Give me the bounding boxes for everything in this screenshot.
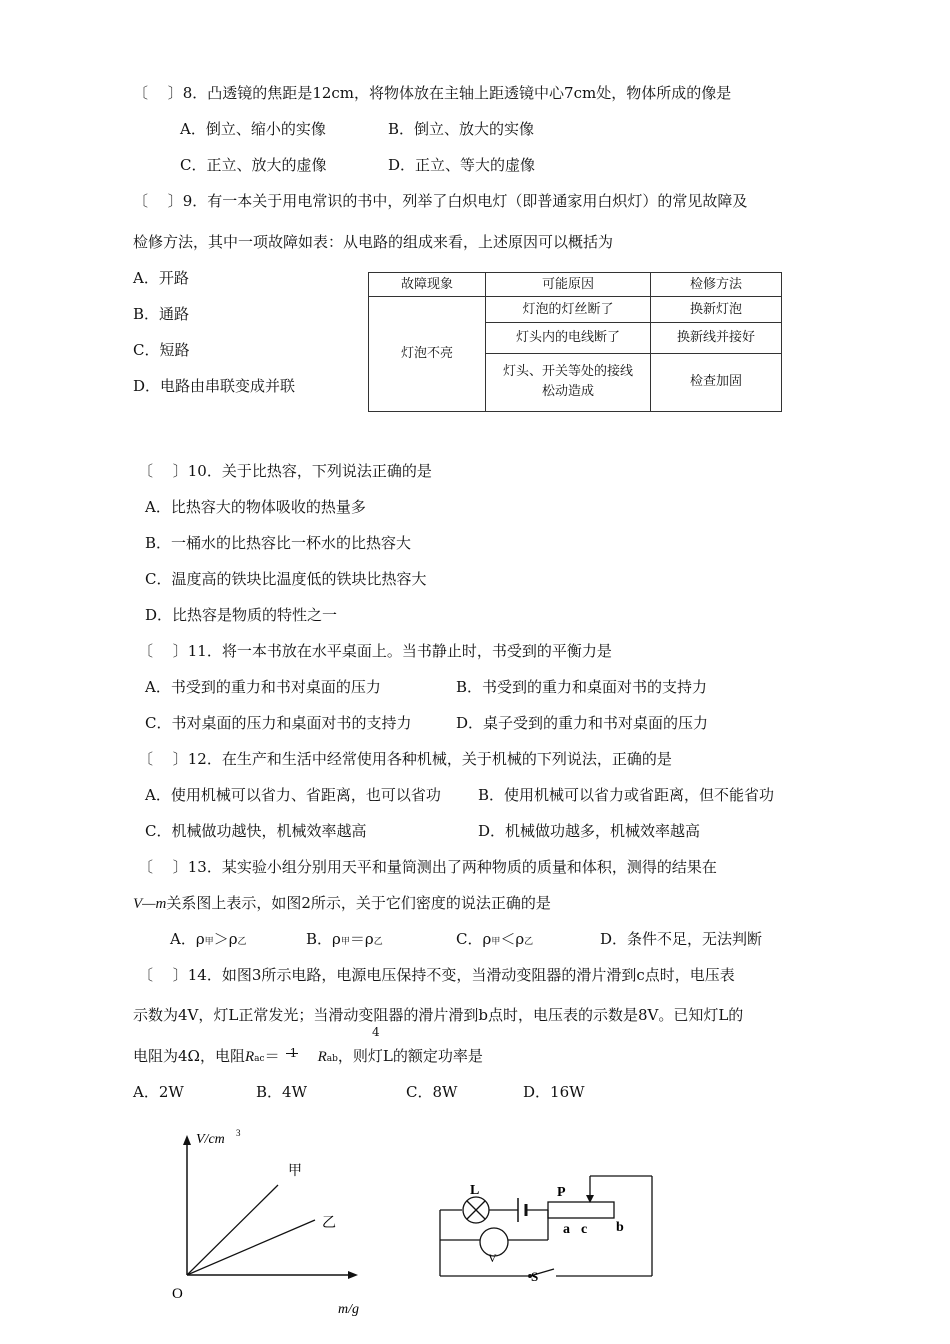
q14-option-c: C．8W (406, 1083, 458, 1101)
point-a-label: a (563, 1222, 570, 1237)
q14-stem-1: 〔 〕14．如图3所示电路，电源电压保持不变，当滑动变阻器的滑片滑到c点时，电压表 (138, 966, 735, 984)
q13-option-b: B．ρ甲＝ρ乙 (306, 930, 383, 948)
q13-option-a: A．ρ甲＞ρ乙 (170, 930, 247, 948)
q8-option-c: C．正立、放大的虚像 (180, 156, 327, 174)
y-axis-unit-sup: 3 (236, 1128, 241, 1138)
q10-option-d: D．比热容是物质的特性之一 (145, 606, 338, 624)
voltmeter-label: V (488, 1251, 497, 1265)
q14-option-a: A．2W (133, 1083, 184, 1101)
q10-option-a: A．比热容大的物体吸收的热量多 (145, 498, 366, 516)
q14-stem-3: 电阻为4Ω，电阻Rac＝ 1 Rab，则灯L的额定功率是 (133, 1046, 483, 1065)
rheostat-icon (548, 1202, 614, 1218)
lamp-label: L (470, 1183, 480, 1198)
q9-option-c: C．短路 (133, 341, 190, 359)
q13-stem-2: V—m关系图上表示，如图2所示，关于它们密度的说法正确的是 (133, 894, 551, 912)
q9-stem-2: 检修方法，其中一项故障如表：从电路的组成来看，上述原因可以概括为 (133, 233, 614, 251)
q11-option-b: B．书受到的重力和桌面对书的支持力 (456, 678, 708, 696)
figure-3-circuit (430, 1170, 670, 1288)
line-jia (187, 1185, 278, 1275)
line-jia-label: 甲 (288, 1164, 302, 1179)
table-header: 故障现象 (369, 273, 486, 297)
q14-option-b: B．4W (256, 1083, 307, 1101)
origin-label: O (172, 1286, 183, 1302)
table-cell: 换新灯泡 (651, 297, 782, 323)
q8-option-d: D．正立、等大的虚像 (388, 156, 536, 174)
vm-variable: V—m (133, 896, 167, 912)
point-c-label: c (581, 1222, 588, 1237)
table-cell: 灯头内的电线断了 (486, 323, 651, 353)
q10-stem: 〔 〕10．关于比热容，下列说法正确的是 (138, 462, 432, 480)
fraction-denominator: 4 (372, 1025, 380, 1039)
line-yi-label: 乙 (322, 1216, 336, 1231)
table-cell: 灯头、开关等处的接线松动造成 (486, 353, 651, 411)
q8-stem: 〔 〕8．凸透镜的焦距是12cm，将物体放在主轴上距透镜中心7cm处，物体所成的像是 (133, 84, 732, 102)
q11-option-d: D．桌子受到的重力和书对桌面的压力 (456, 714, 709, 732)
q9-stem-1: 〔 〕9．有一本关于用电常识的书中，列举了白炽电灯（即普通家用白炽灯）的常见故障及 (133, 192, 748, 210)
x-axis-arrow (348, 1271, 358, 1279)
q13-option-c: C．ρ甲＜ρ乙 (456, 930, 534, 948)
q8-option-a: A．倒立、缩小的实像 (180, 120, 326, 138)
table-cell-phenomenon: 灯泡不亮 (369, 297, 486, 412)
q8-option-b: B．倒立、放大的实像 (388, 120, 535, 138)
q9-option-b: B．通路 (133, 305, 190, 323)
figure-2-vm-graph (160, 1125, 380, 1325)
q9-option-d: D．电路由串联变成并联 (133, 377, 296, 395)
q12-option-c: C．机械做功越快，机械效率越高 (145, 822, 367, 840)
slider-label: P (557, 1185, 566, 1200)
q11-stem: 〔 〕11．将一本书放在水平桌面上。当书静止时，书受到的平衡力是 (138, 642, 612, 660)
q12-option-d: D．机械做功越多，机械效率越高 (478, 822, 701, 840)
q10-option-b: B．一桶水的比热容比一杯水的比热容大 (145, 534, 412, 552)
table-cell: 灯泡的灯丝断了 (486, 297, 651, 323)
y-axis-label: V/cm (196, 1132, 225, 1147)
switch-label: S (531, 1269, 539, 1284)
fault-table (368, 272, 782, 412)
q10-option-c: C．温度高的铁块比温度低的铁块比热容大 (145, 570, 427, 588)
q12-stem: 〔 〕12．在生产和生活中经常使用各种机械，关于机械的下列说法，正确的是 (138, 750, 672, 768)
table-header: 检修方法 (651, 273, 782, 297)
point-b-label: b (616, 1220, 624, 1235)
q12-option-b: B．使用机械可以省力或省距离，但不能省功 (478, 786, 775, 804)
q9-option-a: A．开路 (133, 269, 189, 287)
q12-option-a: A．使用机械可以省力、省距离，也可以省功 (145, 786, 441, 804)
table-header: 可能原因 (486, 273, 651, 297)
table-cell: 检查加固 (651, 353, 782, 411)
q14-stem-2: 示数为4V，灯L正常发光；当滑动变阻器的滑片滑到b点时，电压表的示数是8V。已知灯L的 (133, 1006, 744, 1024)
q13-option-d: D．条件不足，无法判断 (600, 930, 763, 948)
y-axis-arrow (183, 1135, 191, 1145)
q11-option-c: C．书对桌面的压力和桌面对书的支持力 (145, 714, 412, 732)
q14-option-d: D．16W (523, 1083, 585, 1101)
line-yi (187, 1220, 315, 1275)
q11-option-a: A．书受到的重力和书对桌面的压力 (145, 678, 381, 696)
x-axis-label: m/g (338, 1302, 359, 1317)
q13-stem-1: 〔 〕13．某实验小组分别用天平和量筒测出了两种物质的质量和体积，测得的结果在 (138, 858, 717, 876)
table-cell: 换新线并接好 (651, 323, 782, 353)
